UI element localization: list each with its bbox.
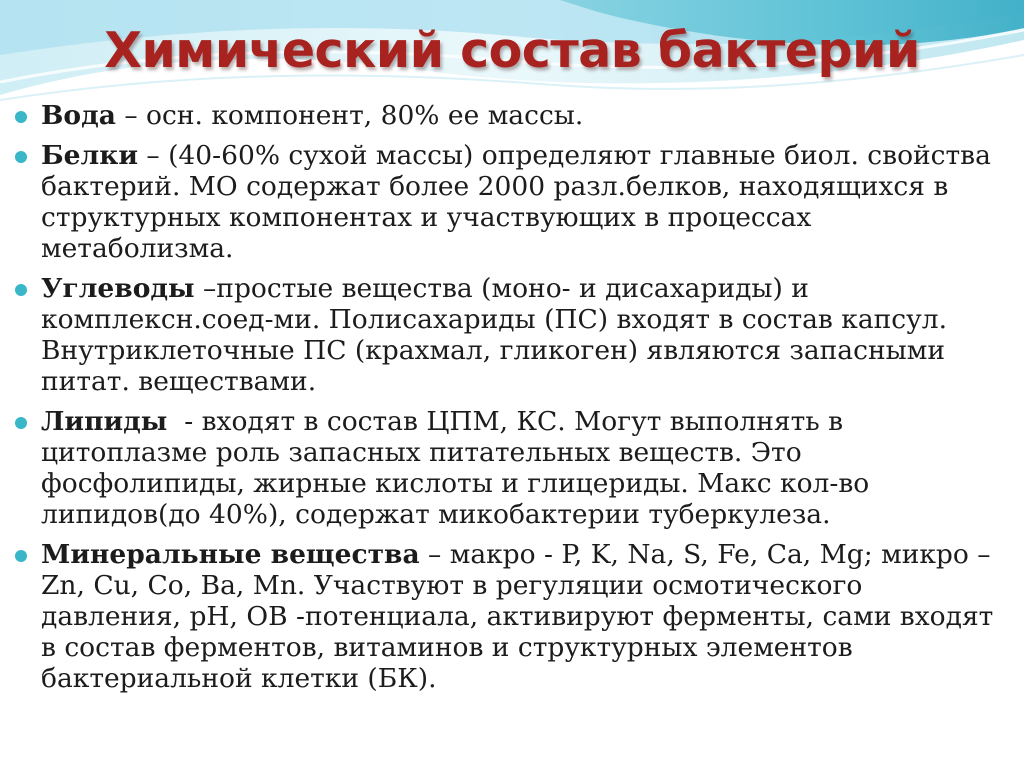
bullet-icon (15, 550, 27, 562)
bullet-icon (15, 417, 27, 429)
bullet-term: Липиды (41, 406, 168, 437)
list-item (12, 140, 1002, 264)
bullet-text: - входят в состав ЦПМ, КС. Могут выполнять в цитоплазме роль запасных питательных веществ. Это фосфолипиды, жирные кислоты и глицериды. Макс кол-во липидов(до 40%), содержат микобактерии туберкулеза. (41, 406, 878, 530)
list-item (12, 406, 1002, 530)
bullet-list (12, 100, 1002, 703)
list-item (12, 273, 1002, 397)
list-item (12, 100, 1002, 131)
bullet-text: – макро - P, K, Na, S, Fe, Ca, Mg; микро – Zn, Cu, Co, Ba, Mn. Участвуют в регуляции осмотического давления, pH, ОВ -потенциала, активируют ферменты, сами входят в состав ферментов, витаминов и структурных элементов бактериальной клетки (БК). (41, 539, 994, 694)
bullet-term: Вода (41, 100, 116, 131)
bullet-icon (15, 151, 27, 163)
bullet-text: – (40-60% сухой массы) определяют главные биол. свойства бактерий. МО содержат более 2000 разл.белков, находящихся в структурных компонентах и участвующих в процессах метаболизма. (41, 140, 991, 264)
bullet-text: – осн. компонент, 80% ее массы. (115, 100, 584, 131)
bullet-term: Углеводы (41, 273, 195, 304)
bullet-term: Минеральные вещества (41, 539, 420, 570)
list-item (12, 539, 1002, 694)
bullet-icon (15, 284, 27, 296)
bullet-text: –простые вещества (моно- и дисахариды) и комплексн.соед-ми. Полисахариды (ПС) входят в состав капсул. Внутриклеточные ПС (крахмал, гликоген) являются запасными питат. веществами. (41, 273, 947, 397)
bullet-icon (15, 111, 27, 123)
bullet-term: Белки (41, 140, 138, 171)
slide-title: Химический состав бактерий (104, 22, 920, 79)
